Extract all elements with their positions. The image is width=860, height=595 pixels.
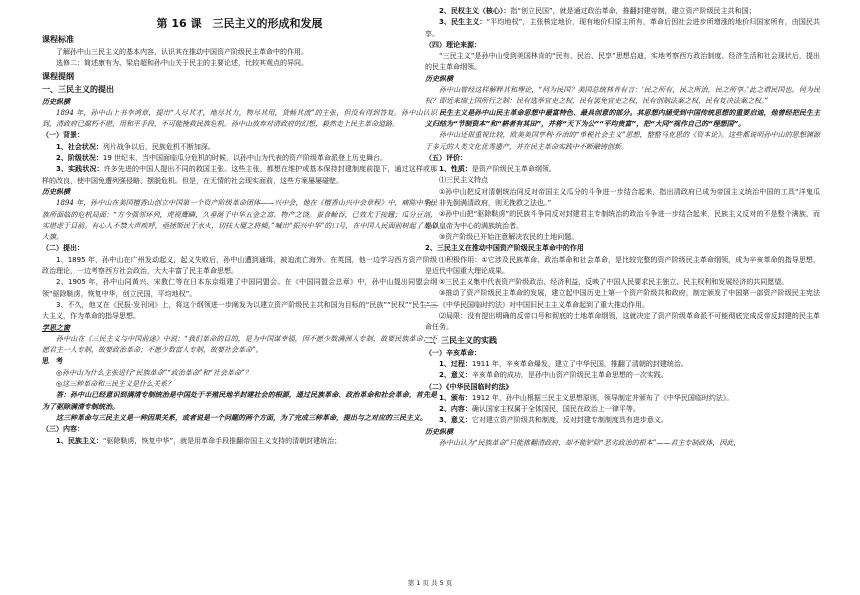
item-label: 1、社会状况： <box>56 142 103 151</box>
item-label: 1、性质： <box>439 165 472 174</box>
item-label: 1、过程： <box>439 359 472 368</box>
paragraph: ②三民主义集中代表资产阶级政治、经济利益，反映了中国人民要求民主独立、民主权利和发展经济的共同愿望。 <box>439 278 789 287</box>
numbered-paragraph <box>425 415 820 426</box>
item-text: 1911 年，辛亥革命爆发，建立了中华民国，推翻了清朝的封建统治。 <box>471 359 688 368</box>
subsection-heading: 思 考 <box>42 357 63 366</box>
quoted-passage: 孙中山在《三民主义与中国前途》中说：“我们革命的目的，是为中国谋幸福，因不愿少数满洲人专制，故要民族革命；不愿君主一人专制，故要政治革命；不愿少数富人专制，故要社会革命”。 <box>42 334 437 355</box>
quoted-passage: 孙中山曾经这样解释其和理论，“何为民国？美国总统林肯有言：‘民之所有，民之所治，民之所享。’此之谓民国也。何为民权？即近来瑞士国所行之制：民有选举官吏之权，民有罢免官吏之权，民有创制法案之权，民有复决法案之权。” <box>425 86 820 106</box>
quoted-passage: ◎这三种革命和三民主义是什么关系？ <box>56 380 175 389</box>
paragraph: ③资产阶级已开始注意解决农民的土地问题。 <box>439 232 579 241</box>
numbered-paragraph <box>425 164 820 175</box>
sidebar-heading: 历史纵横 <box>42 97 70 106</box>
item-label: 3、民生主义： <box>439 18 487 27</box>
subsection-heading: （三）内容： <box>42 425 84 434</box>
item-label: 2、内容： <box>439 405 472 414</box>
numbered-paragraph <box>425 370 820 381</box>
paragraph: ③推动了资产阶级民主革命的发展，建立起中国历史上第一个资产阶级共和政府，制定颁发了中国第一部资产阶级民主宪法——《中华民国临时约法》对中国旧民主主义革命起到了重大推动作用。 <box>425 289 820 309</box>
item-text: 是资产阶级民主革命纲领。 <box>471 165 556 174</box>
item-label: 1、颁布： <box>439 393 472 402</box>
numbered-paragraph <box>42 142 437 153</box>
answer-paragraph: 这三种革命与三民主义是一种因果关系，或者说是一个问题的两个方面，为了完成三种革命，提出与之对应的三民主义。 <box>56 413 427 422</box>
page-footer: 第 1 页 共 5 页 <box>407 579 453 587</box>
subsection-heading: （二）提出： <box>42 244 84 253</box>
paragraph: 2、1905 年，孙中山同黄兴、宋教仁等在日本东京组建了中国同盟会。在《中国同盟会总章》中，孙中山提出同盟会纲领“驱除鞑虏，恢复中华，创立民国，平均地权”。 <box>42 278 437 298</box>
section-heading: 课程提纲 <box>42 71 74 81</box>
paragraph: ②孙中山把“驱除鞑虏”的民族斗争同反对封建君主专制统治的政治斗争进一步结合起来，民族主义反对的不是整个满族，而是以皇帝为中心的满族统治者。 <box>425 210 820 230</box>
subsection-heading: （五）评价： <box>425 153 467 162</box>
item-text: 列片战争以后，民族危机不断加深。 <box>102 142 215 151</box>
numbered-paragraph <box>425 17 820 40</box>
numbered-paragraph <box>425 359 820 370</box>
right-column <box>425 6 820 449</box>
numbered-paragraph <box>425 393 820 404</box>
paragraph: 选修二：简述康有为、梁启超和孙中山关于民主的主要论述，比较其观点的异同。 <box>56 59 308 68</box>
left-column <box>42 16 437 447</box>
subsection-heading: （二）《中华民国临时约法》 <box>425 382 513 391</box>
section-heading: 二、三民主义的实践 <box>425 335 497 345</box>
item-text: 19 世纪末，当中国面临瓜分危机的时候，以孙中山为代表的资产阶级革命派登上历史舞台。 <box>102 154 388 163</box>
item-label: 2、意义： <box>439 371 472 380</box>
paragraph: ⑴三民主义特点 <box>439 176 488 185</box>
numbered-paragraph <box>425 404 820 415</box>
item-label: 2、民权主义（核心）： <box>439 7 511 15</box>
item-text: 指“创立民国”，就是通过政治革命，推翻封建帝制，建立资产阶级民主共和国； <box>510 7 756 15</box>
paragraph: 了解孙中山三民主义的基本内容，认识其在推动中国资产阶级民主革命中的作用。 <box>56 48 308 56</box>
item-label: 2、阶级状况： <box>56 154 103 163</box>
sidebar-heading: 历史纵横 <box>425 74 453 83</box>
item-text: 确认国家主权属于全体国民，国民在政治上一律平等。 <box>471 405 640 414</box>
section-heading: 课程标准 <box>42 35 74 44</box>
answer-paragraph: 民生主义是孙中山民主革命思想中最富特色、最具创意的部分。其思想内涵受到中国传统思想的重要启迪，他曾经把民生主义归结为“节制资本”和“耕者有其田”，并将“天下为公”“平均贵富”，把“大同”视作自己的“理想国”。 <box>425 108 820 128</box>
paragraph: ⑵局限：没有提出明确的反帝口号和彻底的土地革命纲领，这就决定了资产阶级革命派不可能彻底完成反帝反封建的民主革命任务。 <box>425 312 820 332</box>
sidebar-heading: 历史纵横 <box>425 427 453 436</box>
subsection-heading: （一）背景： <box>42 131 84 140</box>
item-text: 它对建立资产阶级共和制度，反对封建专制制度具有进步意义。 <box>471 416 668 425</box>
item-label: 3、实践状况： <box>56 165 104 174</box>
numbered-paragraph <box>425 6 820 17</box>
subsection-heading: 2、三民主义在推动中国资产阶级民主革命中的作用 <box>425 244 584 253</box>
item-text: “驱除鞑虏，恢复中华”，就是用革命手段推翻帝国主义支持的清朝封建统治； <box>102 436 342 445</box>
quoted-passage: 1894 年，孙中山在美国檀香山创立中国第一个资产阶级革命团体——兴中会，他在《檀香山兴中会章程》中，痛陈中华民族所面临的危机局面：“方今强邻环列，虎视鹰瞵，久垂涎于中华五金之富、物产之饶。蚕食鲸吞，已效尤于接踵；瓜分豆剖，实堪虑于目前。有心人不禁大声疾呼，亟拯斯民于水火，切扶大厦之将倾。”喊出“振兴中华”的口号，在中国人民面前树起了革命大旗。 <box>42 199 437 242</box>
answer-paragraph: 答：孙中山已经意识到满清专制统治是中国处于半殖民地半封建社会的根源，通过民族革命、政治革命和社会革命，首先是为了驱除满清专制统治。 <box>42 391 437 411</box>
quoted-passage: 孙中山认为“民族革命”只能推翻清政府，却不能铲除“恶劣政治的根本”——君主专制政体，因此， <box>439 438 741 447</box>
quoted-passage: 孙中山还很重视比较，欧美美国亨利·乔治的“单税社会主义”思想，整整马克思的《资本论》。这些都说明孙中山的思想渊源于多元的人类文化优秀遗产，并在民主革命实践中不断融铸创新。 <box>425 131 820 151</box>
paragraph: ⑴积极作用：①它涉及民族革命、政治革命和社会革命，是比较完整的资产阶级民主革命纲领，成为辛亥革命的指导思想，是近代中国重大理论成果。 <box>425 255 820 275</box>
item-text: “平均地权”，主张核定地价，现有地价归原主所有，革命后因社会进步所增涨的地价归国家所有，由国民共享。 <box>425 18 820 38</box>
item-text: 辛亥革命的成功，是孙中山资产阶级民主革命思想的一次实践。 <box>471 371 668 380</box>
subsection-heading: （四）理论来源： <box>425 40 481 49</box>
paragraph: 3、不久，他又在《民报·发刊词》上，将这个纲领进一步阐发为以建立资产阶级民主共和国为目标的“民族”“民权”“民生”三大主义，作为革命的指导思想。 <box>42 300 437 321</box>
section-heading: 一、三民主义的提出 <box>42 84 114 94</box>
subsection-heading: （一）辛亥革命： <box>425 348 481 357</box>
paragraph: 1、1895 年，孙中山在广州发动起义，起义失败后，孙中山遭到通缉，被迫流亡海外。在英国，他一边学习西方资产阶级政治理论，一边考察西方社会政治，大大丰富了民主革命思想。 <box>42 255 437 276</box>
item-label: 3、意义： <box>439 416 472 425</box>
quoted-passage: ◎孙中山为什么主张进行“民族革命”“政治革命”和“社会革命”？ <box>56 368 252 377</box>
item-text: 1912 年，孙中山根据三民主义思想原则，领导制定并颁布了《中华民国临时约法》。 <box>471 393 734 402</box>
lesson-title: 第 16 课 三民主义的形成和发展 <box>156 17 323 30</box>
numbered-paragraph <box>42 436 437 447</box>
sidebar-heading: 学思之窗 <box>42 323 70 332</box>
item-text: 许多先进的中国人提出不同的救国主张。这些主张，都想在维护或基本保持封建制度前提下，通过这样或那样的改良，使中国免遭列强侵略、摆脱危机。但是，在无情的社会现实面前，这些方案屡屡碰壁。 <box>42 165 438 185</box>
quoted-passage: 1894 年，孙中山上书李鸿章，提出“人尽其才，地尽其力，物尽其用，货畅其流”的主张，但没有得到答复。孙中山认识到，清政府已腐朽不堪，用和平手段，不可能挽救民族危机。孙中山放弃对清政府的幻想，毅然走上民主革命道路。 <box>42 108 437 129</box>
numbered-paragraph <box>42 153 437 164</box>
paragraph: ①孙中山把反对清朝统治同反对帝国主义瓜分的斗争进一步结合起来，指出清政府已成为帝国主义统治中国的工具“洋鬼瓜分，非先倒满清政府，则无挽救之法也。” <box>425 187 820 208</box>
paragraph: “三民主义”是孙中山受到美国林肯的“民有、民治、民享”思想启迪，实地考察西方政治制度、经济生活和社会现状后，提出的民主革命纲领。 <box>425 52 820 72</box>
numbered-paragraph <box>42 164 437 187</box>
item-label: 1、民族主义： <box>56 436 103 445</box>
sidebar-heading: 历史纵横 <box>42 187 70 196</box>
